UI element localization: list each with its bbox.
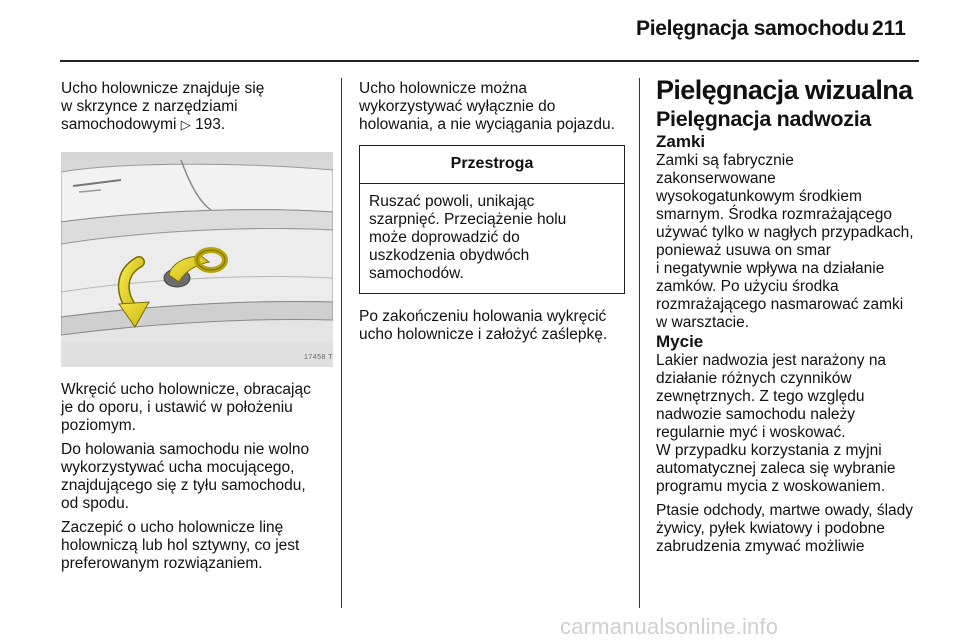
page-header-title: Pielęgnacja samochodu [636, 17, 869, 40]
intro-paragraph [61, 80, 333, 134]
intro-page-ref[interactable]: 193. [195, 116, 226, 133]
section-heading: Pielęgnacja wizualna [656, 75, 913, 105]
tow-eye-figure [61, 152, 333, 367]
caution-box [359, 145, 625, 294]
intro-text: Ucho holownicze znajduje się w skrzynce z narzędziami samochodowymi [61, 80, 265, 133]
paragraph-locks: Zamki są fabrycznie zakonserwowane wysokogatunkowym środkiem smarnym. Środka rozmrażającego używać tylko w nagłych przypadkach, ponieważ usuwa on smar i negatywnie wpływa na działanie zamków. Po użyciu środka rozmrażającego nasmarować zamki w warsztacie. [656, 152, 914, 331]
header-rule [60, 60, 919, 62]
heading-locks: Zamki [656, 132, 706, 151]
column-1 [61, 80, 333, 573]
caution-text: Ruszać powoli, unikając szarpnięć. Przeciążenie holu może doprowadzić do uszkodzenia obydwóch samochodów. [369, 193, 567, 282]
paragraph-screw-in: Wkręcić ucho holownicze, obracając je do oporu, i ustawić w położeniu poziomym. [61, 381, 311, 434]
paragraph-attach-rope: Zaczepić o ucho holownicze linę holowniczą lub hol sztywny, co jest preferowanym rozwiązaniem. [61, 519, 300, 572]
column-2 [359, 80, 627, 344]
paragraph-rear-eye-warning: Do holowania samochodu nie wolno wykorzystywać ucha mocującego, znajdującego się z tyłu samochodu, od spodu. [61, 441, 310, 512]
tow-eye-illustration [61, 152, 333, 367]
page-number: 211 [872, 17, 906, 40]
watermark: carmanualsonline.info [560, 614, 779, 639]
paragraph-after-towing: Po zakończeniu holowania wykręcić ucho holownicze i założyć zaślepkę. [359, 308, 608, 343]
figure-code: 17458 T [303, 354, 333, 361]
heading-washing: Mycie [656, 332, 704, 351]
paragraph-washing: Lakier nadwozia jest narażony na działanie różnych czynników zewnętrznych. Z tego względu nadwozie samochodu należy regularnie myć i woskować. W przypadku korzystania z myjni automatycznej zaleca się wybranie programu mycia z woskowaniem. [656, 352, 896, 495]
column-divider-2 [639, 78, 640, 608]
column-3 [656, 74, 924, 556]
caution-title: Przestroga [360, 146, 624, 184]
paragraph-dirt: Ptasie odchody, martwe owady, ślady żywicy, pyłek kwiatowy i podobne zabrudzenia zmywać możliwie [656, 502, 914, 555]
subsection-heading: Pielęgnacja nadwozia [656, 107, 872, 131]
arrow-right-icon[interactable]: ▷ [180, 117, 191, 132]
column-divider-1 [341, 78, 342, 608]
paragraph-towing-only: Ucho holownicze można wykorzystywać wyłącznie do holowania, a nie wyciągania pojazdu. [359, 80, 615, 133]
